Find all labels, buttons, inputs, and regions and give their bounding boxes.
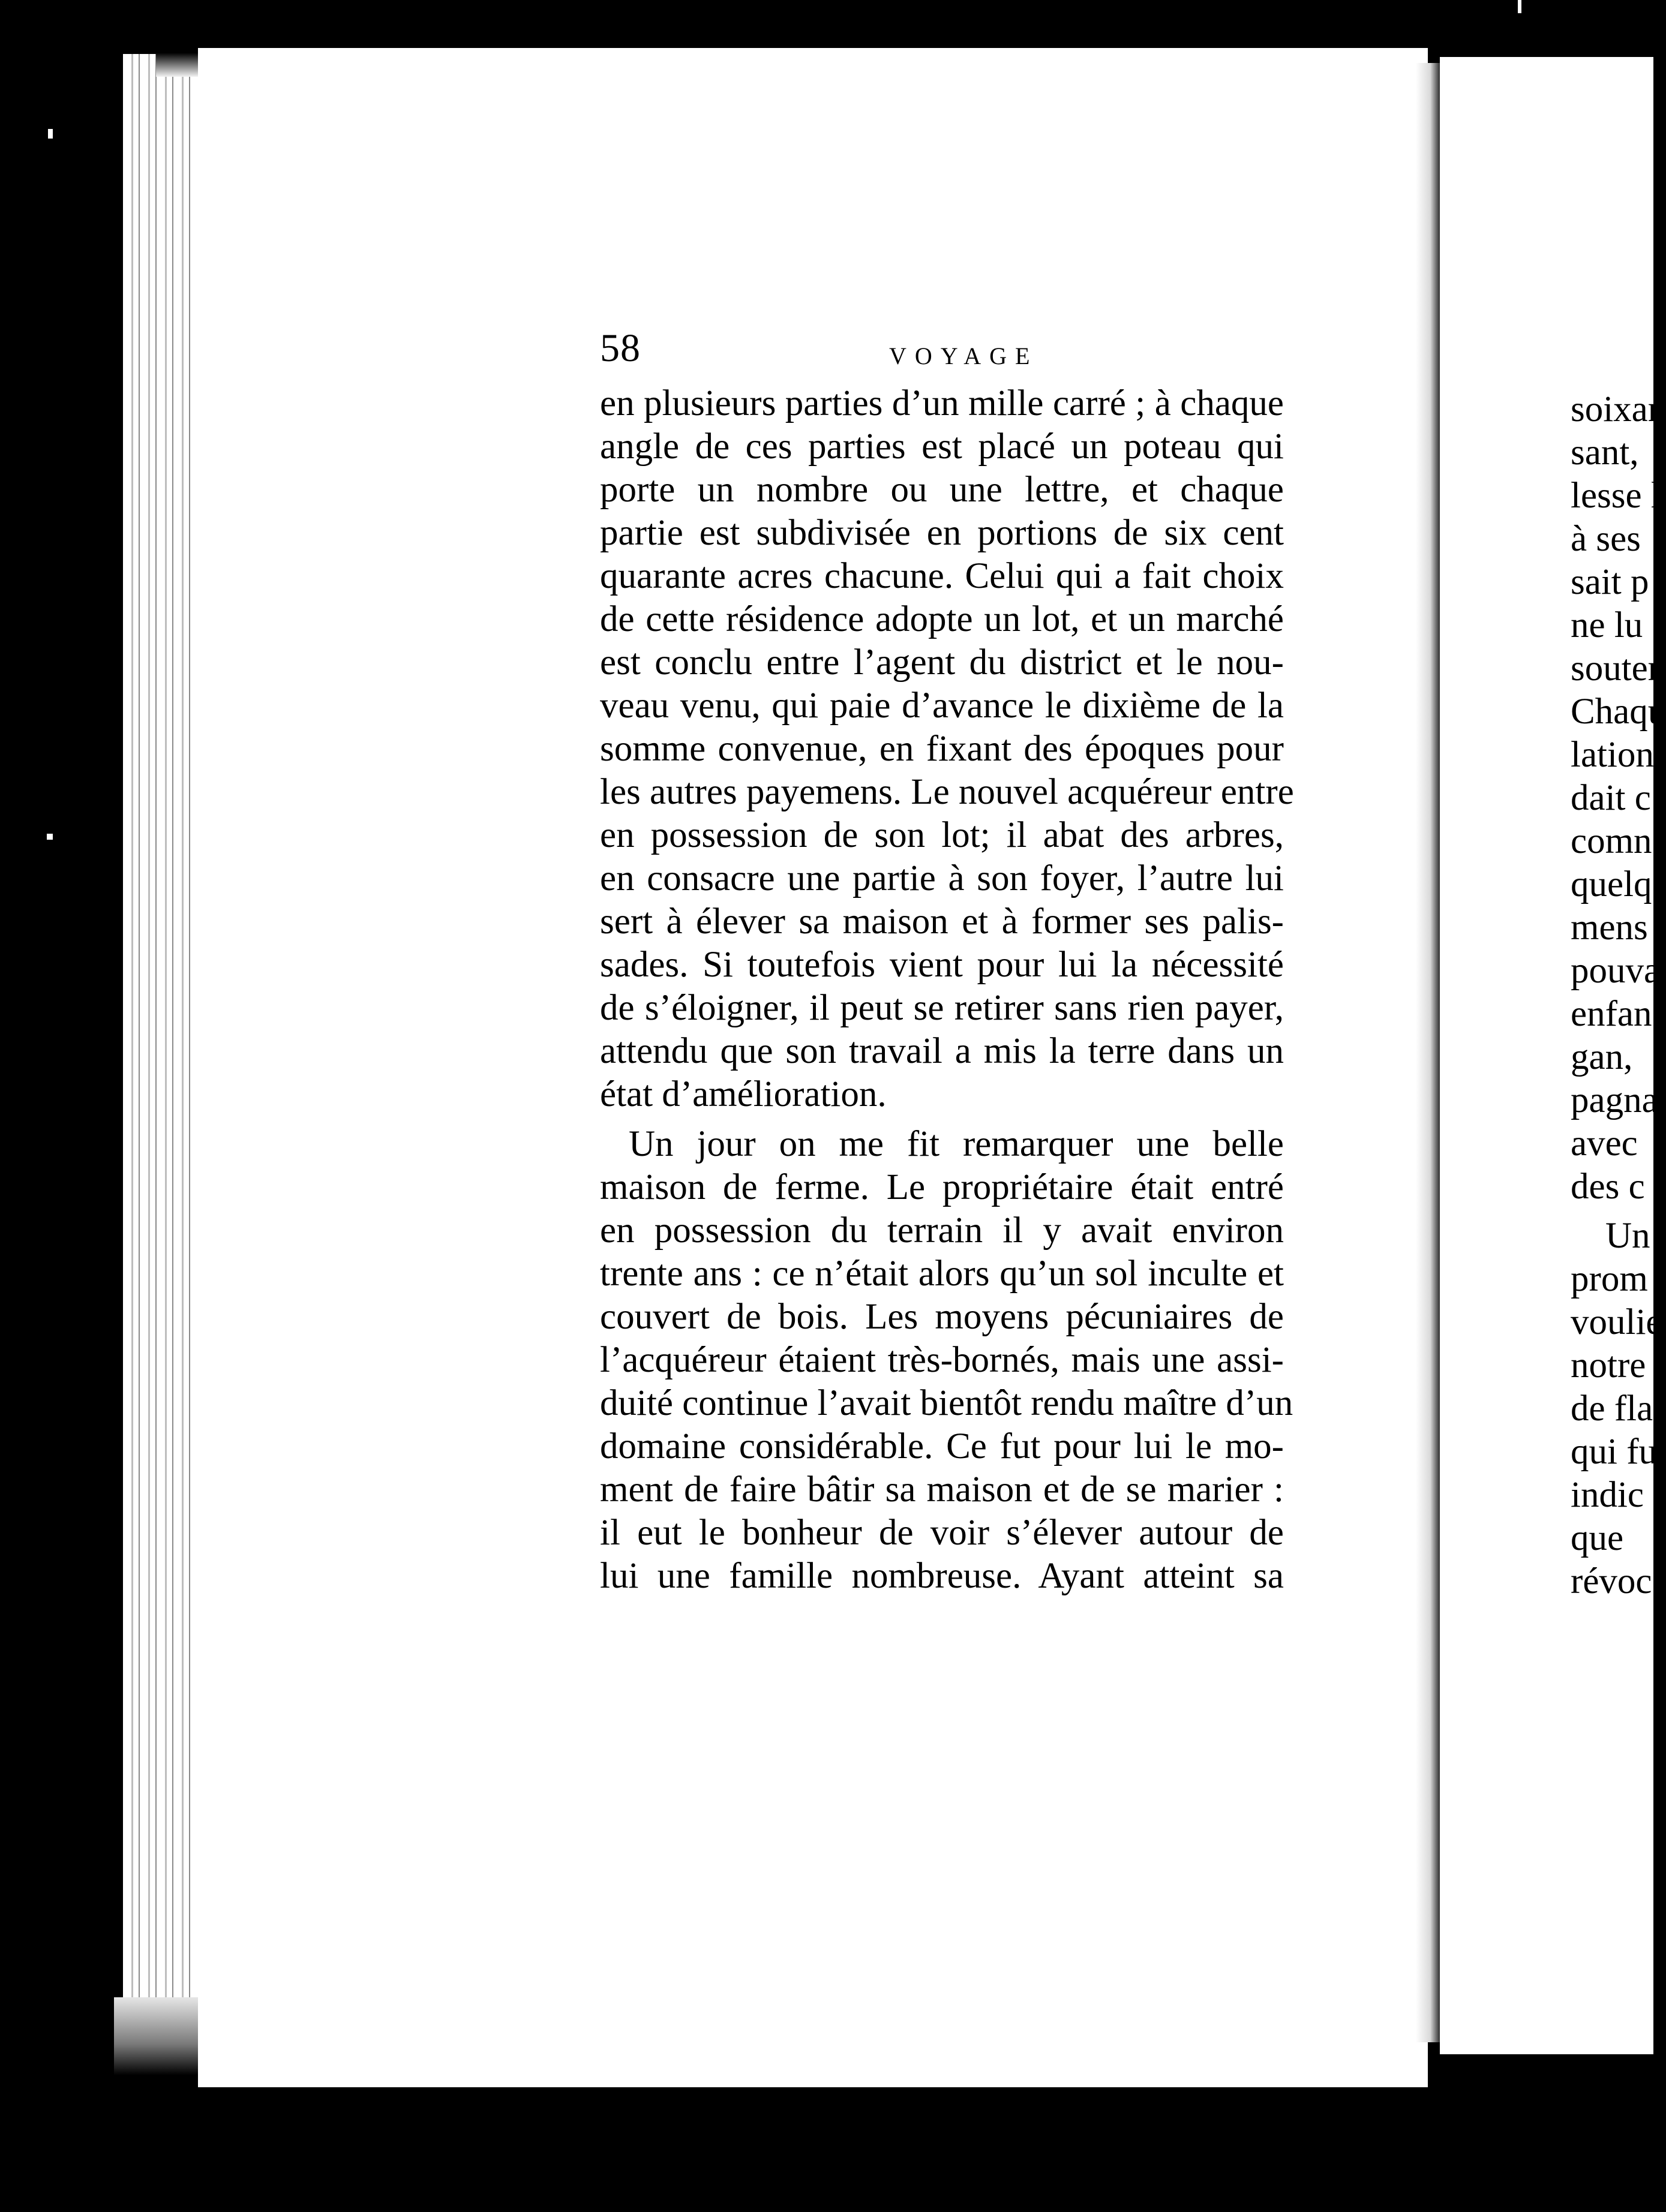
text-line: est conclu entre l’agent du district et le nou-	[600, 642, 1284, 683]
facing-line: lesse l	[1571, 476, 1661, 516]
facing-line: indic	[1571, 1475, 1644, 1515]
facing-line: comn	[1571, 821, 1652, 861]
text-line: il eut le bonheur de voir s’élever autour de	[600, 1513, 1284, 1553]
facing-line: enfan	[1571, 994, 1652, 1034]
text-line: trente ans : ce n’était alors qu’un sol inculte et	[600, 1254, 1284, 1294]
text-line: maison de ferme. Le propriétaire était entré	[600, 1167, 1284, 1207]
facing-line: des c	[1571, 1167, 1645, 1207]
facing-line: ne lu	[1571, 605, 1643, 645]
text-line: domaine considérable. Ce fut pour lui le mo-	[600, 1426, 1284, 1466]
text-line: en possession du terrain il y avait environ	[600, 1210, 1284, 1251]
text-line: veau venu, qui paie d’avance le dixième de la	[600, 686, 1284, 726]
text-line: de s’éloigner, il peut se retirer sans rien payer,	[600, 988, 1284, 1028]
facing-line: mens	[1571, 907, 1648, 948]
text-line: porte un nombre ou une lettre, et chaque	[600, 470, 1284, 510]
page-stack-edges	[123, 54, 207, 2051]
text-line: Un jour on me fit remarquer une belle	[629, 1124, 1284, 1164]
facing-line: sant,	[1571, 432, 1639, 473]
margin-speck	[47, 834, 53, 840]
facing-line: qui fu	[1571, 1432, 1658, 1472]
text-line: duité continue l’avait bientôt rendu maître d’un	[600, 1383, 1293, 1423]
text-line: sert à élever sa maison et à former ses palis-	[600, 901, 1284, 942]
text-line: de cette résidence adopte un lot, et un marché	[600, 599, 1284, 639]
facing-line: souter	[1571, 648, 1661, 689]
running-head: VOYAGE	[889, 342, 1038, 369]
facing-line: avec	[1571, 1123, 1638, 1164]
text-line: somme convenue, en fixant des époques pour	[600, 729, 1284, 769]
facing-line: sait p	[1571, 562, 1649, 602]
facing-line: révoc	[1571, 1561, 1652, 1601]
text-line: ment de faire bâtir sa maison et de se marier :	[600, 1469, 1284, 1510]
facing-line: soixan	[1571, 389, 1666, 429]
facing-line: que	[1571, 1518, 1624, 1558]
text-line: l’acquéreur étaient très-bornés, mais une assi-	[600, 1340, 1284, 1380]
page-number: 58	[600, 326, 641, 370]
facing-line: à ses	[1571, 519, 1641, 559]
facing-line: notre	[1571, 1345, 1646, 1385]
facing-line: quelq	[1571, 864, 1652, 904]
text-line: en consacre une partie à son foyer, l’autre lui	[600, 858, 1284, 898]
text-line: attendu que son travail a mis la terre dans un	[600, 1031, 1284, 1071]
facing-line: voulie	[1571, 1302, 1662, 1342]
margin-speck	[1518, 0, 1521, 13]
facing-line: dait c	[1571, 778, 1651, 818]
facing-line: pagna	[1571, 1080, 1658, 1120]
text-line: lui une famille nombreuse. Ayant atteint sa	[600, 1556, 1284, 1596]
text-line: quarante acres chacune. Celui qui a fait choix	[600, 556, 1284, 596]
facing-line: Chaqu	[1571, 692, 1666, 732]
text-line: sades. Si toutefois vient pour lui la nécessité	[600, 945, 1284, 985]
facing-line: gan,	[1571, 1037, 1633, 1077]
text-line: angle de ces parties est placé un poteau qui	[600, 426, 1284, 467]
facing-line: prom	[1571, 1259, 1648, 1299]
facing-line: Un	[1605, 1216, 1650, 1256]
facing-line: de fla	[1571, 1388, 1653, 1429]
text-line: couvert de bois. Les moyens pécuniaires de	[600, 1297, 1284, 1337]
text-line: en possession de son lot; il abat des arbres,	[600, 815, 1284, 855]
facing-line: lation	[1571, 735, 1654, 775]
margin-speck	[48, 129, 53, 139]
text-line: état d’amélioration.	[600, 1074, 887, 1114]
text-line: les autres payemens. Le nouvel acquéreur entre	[600, 772, 1294, 812]
text-line: partie est subdivisée en portions de six cent	[600, 513, 1284, 553]
facing-line: pouva	[1571, 951, 1661, 991]
text-line: en plusieurs parties d’un mille carré ; à chaque	[600, 383, 1284, 423]
